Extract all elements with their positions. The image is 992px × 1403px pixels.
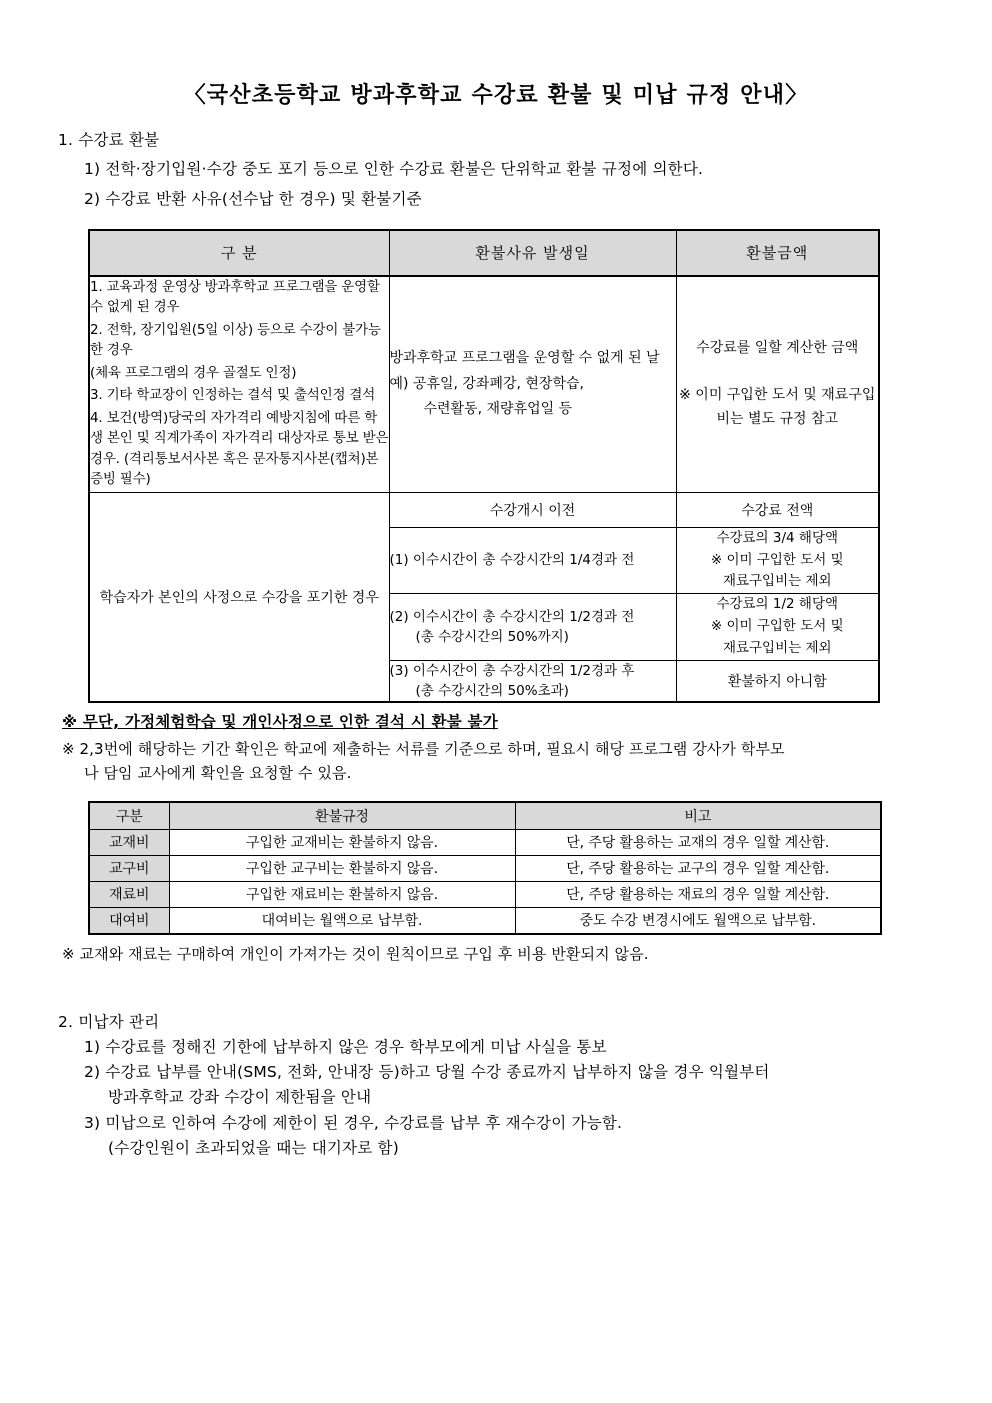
- refund-table-wrapper: [0, 213, 992, 704]
- cell-quarter-occurrence: [389, 527, 676, 594]
- table-row: [89, 492, 879, 527]
- table-row: [89, 829, 881, 855]
- header-cell-occurrence-date: 환불사유 발생일: [389, 230, 676, 276]
- section-2-item-1: 1) 수강료를 정해진 기한에 납부하지 않은 경우 학부모에게 미납 사실을 통보: [84, 1038, 607, 1057]
- table-row: [89, 881, 881, 907]
- fees-row-3-remark: 중도 수강 변경시에도 월액으로 납부함.: [515, 907, 881, 934]
- section-1-item-1: 1) 전학·장기입원·수강 중도 포기 등으로 인한 수강료 환불은 단위학교 환불 규정에 의한다.: [84, 160, 704, 179]
- fees-row-3-rule: 대여비는 월액으로 납부함.: [169, 907, 515, 934]
- note-no-refund-absence: ※ 무단, 가정체험학습 및 개인사정으로 인한 결석 시 환불 불가: [62, 713, 498, 732]
- cell-quarter-amount: [676, 527, 879, 594]
- fees-row-0-remark: 단, 주당 활용하는 교재의 경우 일할 계산함.: [515, 829, 881, 855]
- quarter-occurrence-text: (1) 이수시간이 총 수강시간의 1/4경과 전: [389, 552, 635, 569]
- section-2-item-2: 2) 수강료 납부를 안내(SMS, 전화, 안내장 등)하고 당월 수강 종료까지 납부하지 않을 경우 익월부터: [84, 1063, 770, 1082]
- cell-before-start-occurrence: 수강개시 이전: [389, 492, 676, 527]
- cell-school-occurrence: [389, 276, 676, 493]
- quarter-amount-line-3: 재료구입비는 제외: [722, 573, 832, 590]
- half-before-occurrence-subtext: (총 수강시간의 50%까지): [415, 629, 569, 646]
- fees-row-0-rule: 구입한 교재비는 환불하지 않음.: [169, 829, 515, 855]
- material-fees-table: [88, 801, 882, 935]
- half-after-occurrence-text: (3) 이수시간이 총 수강시간의 1/2경과 후: [389, 662, 635, 679]
- table-row: [89, 907, 881, 934]
- cell-learner-withdrawal-label: 학습자가 본인의 사정으로 수강을 포기한 경우: [89, 492, 389, 702]
- cell-before-start-amount: 수강료 전액: [676, 492, 879, 527]
- fees-row-2-category: 재료비: [89, 881, 169, 907]
- occurrence-line-1: 방과후학교 프로그램을 운영할 수 없게 된 날: [389, 350, 660, 367]
- reason-item-2-note: (체육 프로그램의 경우 골절도 인정): [90, 364, 297, 381]
- half-before-amount-line-2: ※ 이미 구입한 도서 및: [710, 618, 844, 635]
- cell-school-reasons: [89, 276, 389, 493]
- header-cell-category: 구 분: [89, 230, 389, 276]
- section-2-item-2-cont: 방과후학교 강좌 수강이 제한됨을 안내: [108, 1088, 372, 1107]
- fees-row-1-rule: 구입한 교구비는 환불하지 않음.: [169, 855, 515, 881]
- fees-header-category: 구분: [89, 802, 169, 830]
- page-title: 〈국산초등학교 방과후학교 수강료 환불 및 미납 규정 안내〉: [183, 83, 809, 108]
- fees-row-2-rule: 구입한 재료비는 환불하지 않음.: [169, 881, 515, 907]
- fees-row-2-remark: 단, 주당 활용하는 재료의 경우 일할 계산함.: [515, 881, 881, 907]
- quarter-amount-line-2: ※ 이미 구입한 도서 및: [710, 551, 844, 568]
- section-1-heading: 1. 수강료 환불: [58, 131, 160, 150]
- reason-item-2: 2. 전학, 장기입원(5일 이상) 등으로 수강이 불가능한 경우: [90, 321, 381, 359]
- amount-line-2: ※ 이미 구입한 도서 및 재료구입: [679, 386, 876, 403]
- table-header-row: [89, 230, 879, 276]
- fees-table-wrapper: [0, 785, 992, 935]
- cell-school-amount: [676, 276, 879, 493]
- section-2-item-3: 3) 미납으로 인하여 수강에 제한이 된 경우, 수강료를 납부 후 재수강이 가능함.: [84, 1113, 623, 1132]
- fees-header-rule: 환불규정: [169, 802, 515, 830]
- quarter-amount-line-1: 수강료의 3/4 해당액: [716, 529, 839, 546]
- amount-spacer: [677, 361, 879, 383]
- occurrence-line-3: 수련활동, 재량휴업일 등: [423, 400, 573, 417]
- table-row: [89, 276, 879, 493]
- reason-item-3: 3. 기타 학교장이 인정하는 결석 및 출석인정 결석: [90, 387, 376, 404]
- fees-row-1-category: 교구비: [89, 855, 169, 881]
- reason-item-4: 4. 보건(방역)당국의 자가격리 예방지침에 따른 학생 본인 및 직계가족이 자가격리 대상자로 통보 받은 경우. (격리통보서사본 혹은 문자통지사본(캡쳐)본 증빙 필수): [90, 409, 389, 488]
- half-before-amount-line-3: 재료구입비는 제외: [722, 639, 832, 656]
- reason-list: [90, 277, 389, 490]
- section-2-item-3-cont: (수강인원이 초과되었을 때는 대기자로 함): [108, 1138, 399, 1157]
- cell-half-before-amount: [676, 594, 879, 661]
- cell-half-after-occurrence: [389, 660, 676, 702]
- fees-row-0-category: 교재비: [89, 829, 169, 855]
- fees-header-remark: 비고: [515, 802, 881, 830]
- amount-line-1: 수강료를 일할 계산한 금액: [696, 340, 859, 357]
- half-before-occurrence-text: (2) 이수시간이 총 수강시간의 1/2경과 전: [389, 608, 635, 625]
- note-materials-nonrefundable: ※ 교재와 재료는 구매하여 개인이 가져가는 것이 원칙이므로 구입 후 비용 반환되지 않음.: [62, 944, 649, 963]
- section-1-item-2: 2) 수강료 반환 사유(선수납 한 경우) 및 환불기준: [84, 190, 422, 209]
- header-cell-refund-amount: 환불금액: [676, 230, 879, 276]
- refund-criteria-table: [88, 229, 880, 704]
- half-after-occurrence-subtext: (총 수강시간의 50%초과): [415, 683, 569, 700]
- section-2-heading: 2. 미납자 관리: [58, 1013, 160, 1032]
- note-document-verification-cont: 나 담임 교사에게 확인을 요청할 수 있음.: [84, 763, 352, 782]
- occurrence-line-2: 예) 공휴일, 강좌폐강, 현장학습,: [389, 375, 584, 392]
- cell-half-before-occurrence: [389, 594, 676, 661]
- reason-item-1: 1. 교육과정 운영상 방과후학교 프로그램을 운영할 수 없게 된 경우: [90, 278, 380, 316]
- table-row: [89, 855, 881, 881]
- fees-row-3-category: 대여비: [89, 907, 169, 934]
- half-before-amount-line-1: 수강료의 1/2 해당액: [716, 596, 839, 613]
- fees-row-1-remark: 단, 주당 활용하는 교구의 경우 일할 계산함.: [515, 855, 881, 881]
- fees-header-row: [89, 802, 881, 830]
- note-document-verification: ※ 2,3번에 해당하는 기간 확인은 학교에 제출하는 서류를 기준으로 하며, 필요시 해당 프로그램 강사가 학부모: [62, 740, 785, 759]
- amount-line-3: 비는 별도 규정 참고: [716, 411, 839, 428]
- cell-half-after-amount: 환불하지 아니함: [676, 660, 879, 702]
